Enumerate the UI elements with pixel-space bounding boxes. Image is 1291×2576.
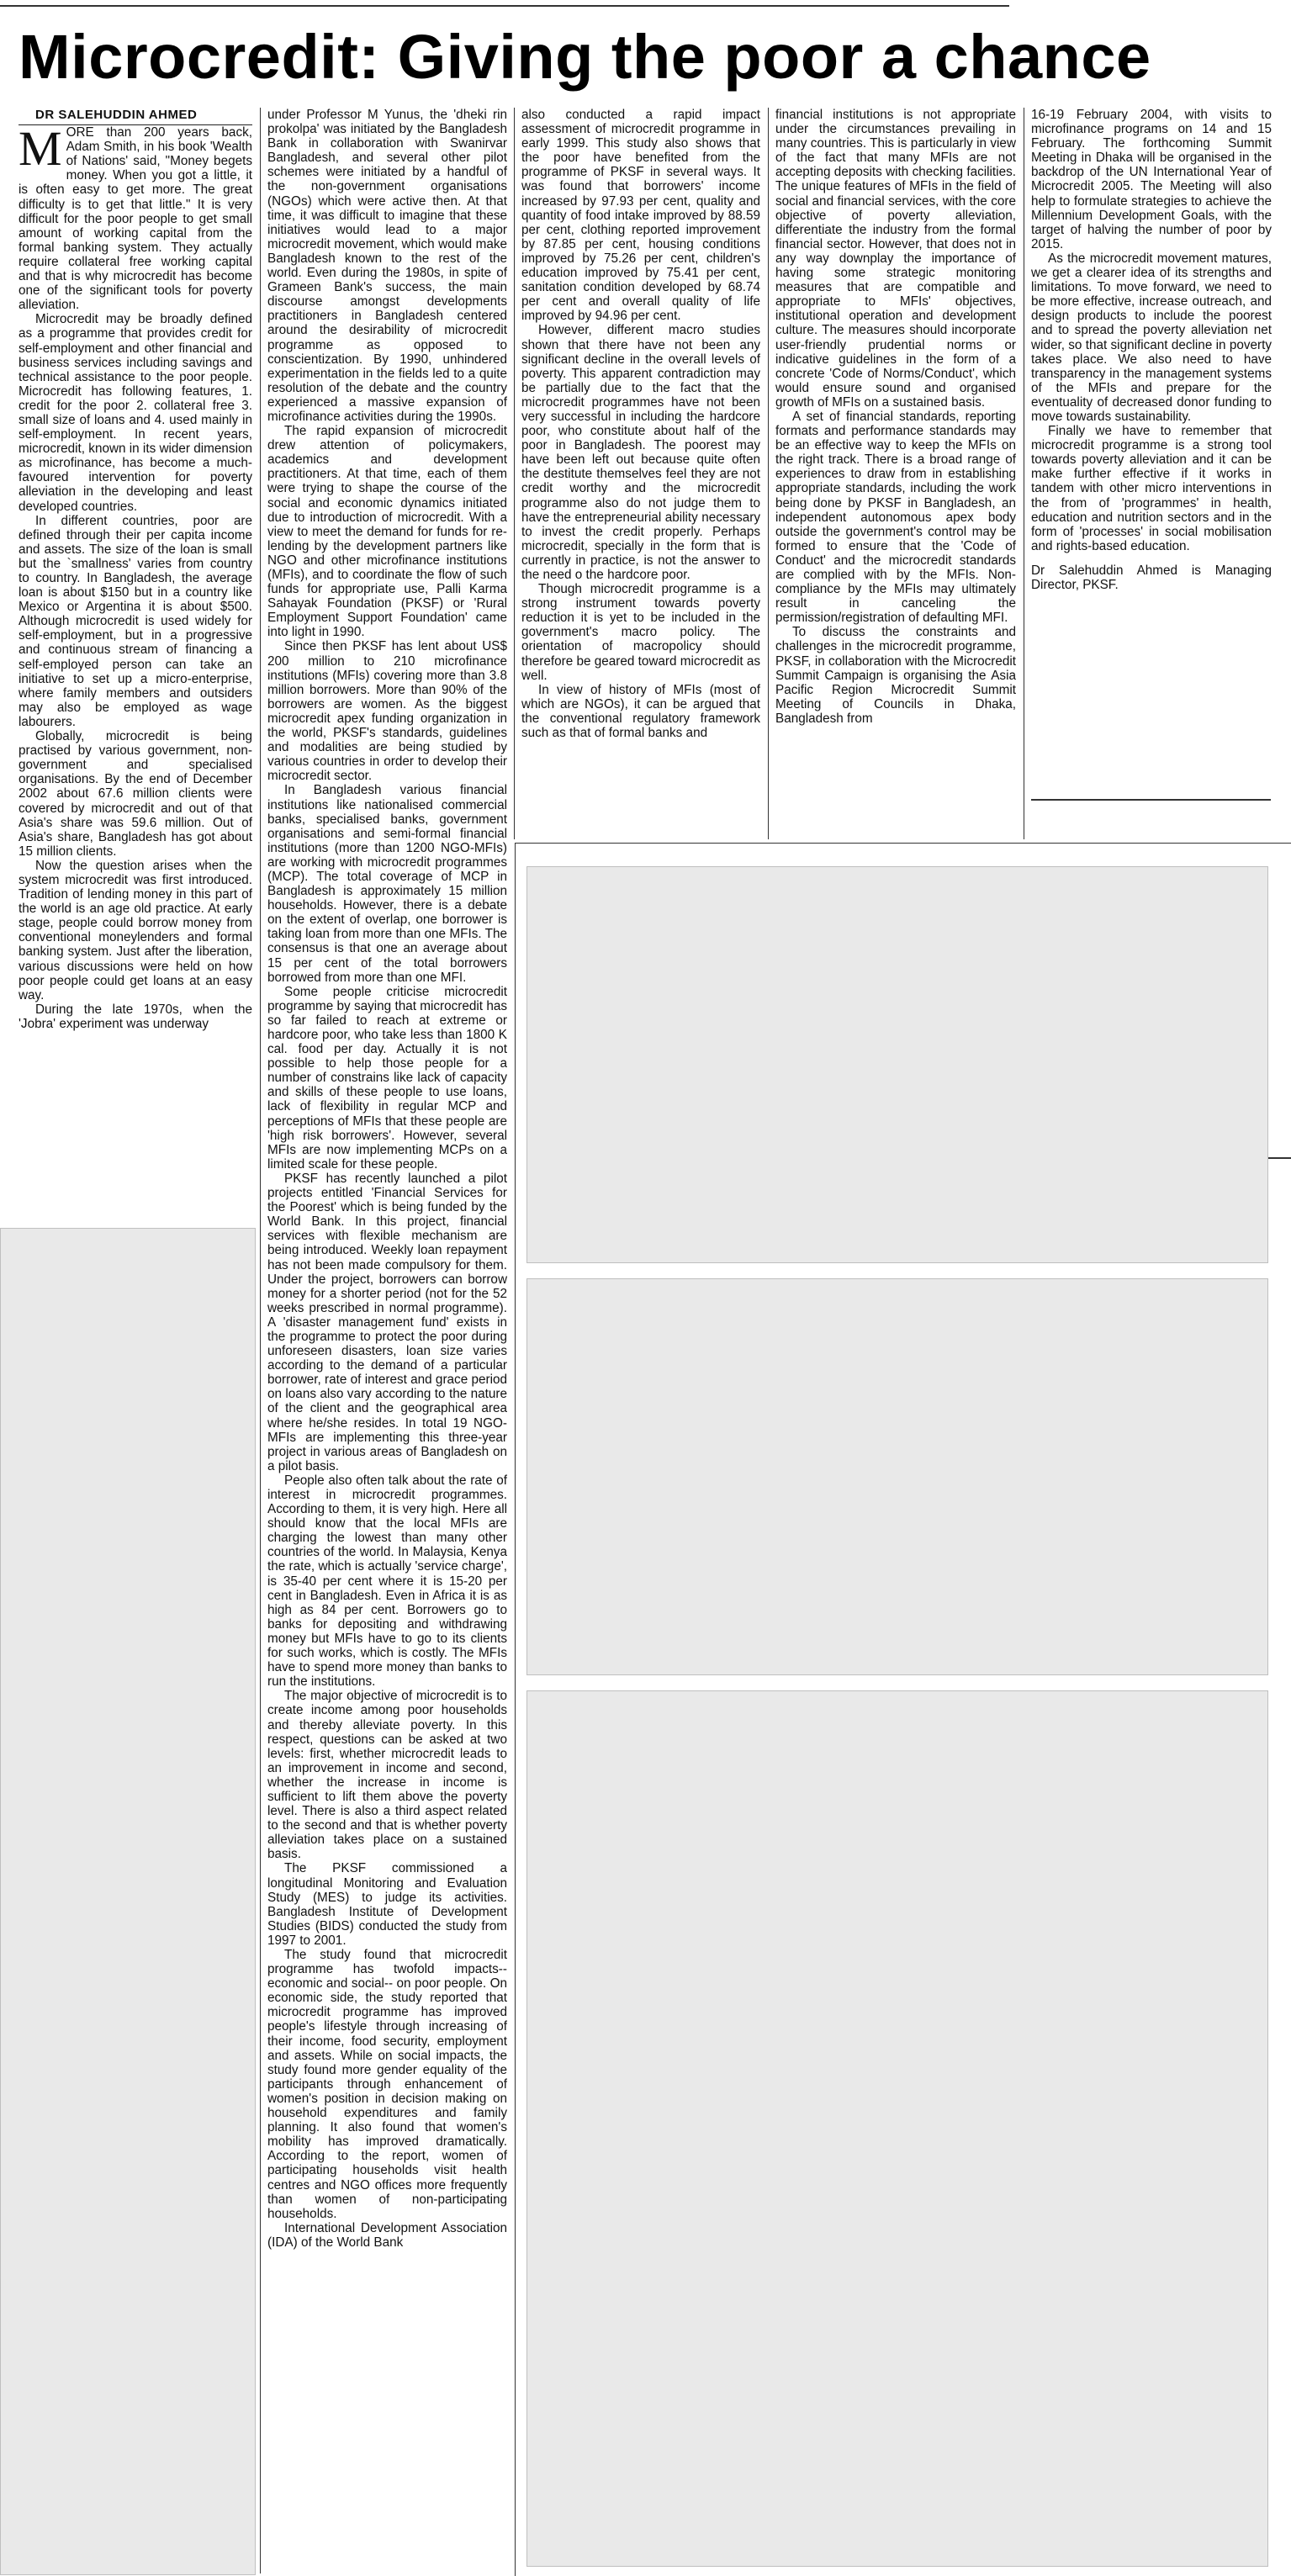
paragraph: Finally we have to remember that microcredit programme is a strong tool towards poverty alleviation and it can be make further effective if it works in tandem with other micro interventions in the from of 'programmes' in health, education and nutrition sectors and in the form of 'processes' in social mobilisation and rights-based education. bbox=[1031, 424, 1272, 553]
author-signature: Dr Salehuddin Ahmed is Managing Director, PKSF. bbox=[1031, 563, 1272, 592]
paragraph: To discuss the constraints and challenges in the microcredit programme, PKSF, in collaboration with the Microcredit Summit Campaign is organising the Asia Pacific Region Microcredit Summit Meeting of Councils in Dhaka, Bangladesh from bbox=[775, 625, 1016, 726]
paragraph: In view of history of MFIs (most of which are NGOs), it can be argued that the conventional regulatory framework such as that of formal banks and bbox=[521, 682, 760, 741]
article-column-1 bbox=[19, 108, 252, 1031]
article-column-3 bbox=[521, 108, 760, 740]
ad-block-left bbox=[0, 1228, 256, 2575]
paragraph: In Bangladesh various financial institutions like nationalised commercial banks, specialised banks, government organisations and semi-formal financial institutions (more than 1200 NGO-MFIs) are working with microcredit programmes (MCP). The total coverage of MCP in Bangladesh is approximately 15 million households. However, there is a debate on the extent of overlap, one borrower is taking loan from more than one MFIs. The consensus is that one an average about 15 per cent of the total borrowers borrowed from more than one MFI. bbox=[267, 783, 507, 985]
paragraph: under Professor M Yunus, the 'dheki rin prokolpa' was initiated by the Bangladesh Bank in collaboration with Swanirvar Bangladesh, and several other pilot schemes were initiated by a handful of the non-government organisations (NGOs) which were active then. At that time, it was difficult to imagine that these initiatives would lead to a major microcredit movement, which would make Bangladesh known to the rest of the world. Even during the 1980s, in spite of Grameen Bank's success, the main discourse amongst developments practitioners in Bangladesh centered around the desirability of microcredit programme as opposed to conscientization. By 1990, unhindered experimentation in the fields led to a quite resolution of the debate and the country experienced a massive expansion of microfinance activities during the 1990s. bbox=[267, 108, 507, 424]
article-column-5 bbox=[1031, 108, 1272, 592]
column-rule-2 bbox=[514, 108, 515, 839]
article-column-2 bbox=[267, 108, 507, 2250]
paragraph: also conducted a rapid impact assessment of microcredit programme in early 1999. This study also shows that the poor have benefited from the programme of PKSF in several ways. It was found that borrowers' income increased by 97.93 per cent, quality and quantity of food intake improved by 88.59 per cent, clothing reported improvement by 87.85 per cent, housing conditions improved by 75.26 per cent, children's education improved by 75.41 per cent, sanitation condition developed by 68.74 per cent and overall quality of life improved by 94.96 per cent. bbox=[521, 108, 760, 324]
paragraph: The rapid expansion of microcredit drew attention of policymakers, academics and development practitioners. At that time, each of them were trying to shape the course of the social and economic dynamics initiated due to introduction of microcredit. With a view to meet the demand for funds for re-lending by the development partners like NGO and other microfinance institutions (MFIs), and to coordinate the flow of such funds for appropriate use, Palli Karma Sahayak Foundation (PKSF) or 'Rural Employment Support Foundation' came into light in 1990. bbox=[267, 424, 507, 640]
paragraph: Though microcredit programme is a strong instrument towards poverty reduction it is yet to be included in the government's macro policy. The orientation of macropolicy should therefore be geared toward microcredit as well. bbox=[521, 582, 760, 683]
ad-block-1 bbox=[526, 866, 1268, 1263]
paragraph: The study found that microcredit programme has twofold impacts-- economic and social-- on poor people. On economic side, the study reported that microcredit programme has improved people's lifestyle through increasing of their income, food security, employment and assets. While on social impacts, the study found more gender equality of the participants through enhancement of women's position in decision making on household expenditures and family planning. It also found that women's mobility has improved dramatically. According to the report, women of participating households visit health centres and NGO offices more frequently than women of non-participating households. bbox=[267, 1948, 507, 2221]
paragraph: Since then PKSF has lent about US$ 200 million to 210 microfinance institutions (MFIs) covering more than 3.8 million borrowers. More than 90% of the borrowers are women. As the biggest microcredit apex funding organization in the world, PKSF's standards, guidelines and modalities are being studied by various countries in order to develop their microcredit sector. bbox=[267, 639, 507, 784]
paragraph: Now the question arises when the system microcredit was first introduced. Tradition of lending money in this part of the world is an age old practice. At early stage, people could borrow money from conventional moneylenders and formal banking system. Just after the liberation, various discussions were held on how poor people could get loans at an easy way. bbox=[19, 858, 252, 1002]
paragraph: financial institutions is not appropriate under the circumstances prevailing in many countries. This is particularly in view of the fact that many MFIs are not accepting deposits with checking facilities. The unique features of MFIs in the field of social and financial services, with the core objective of poverty alleviation, differentiate the industry from the formal financial sector. However, that does not in any way downplay the importance of having some strategic monitoring measures that are compatible and appropriate to MFIs' objectives, institutional operation and development culture. The measures should incorporate user-friendly prudential norms or indicative guidelines in the form of a concrete 'Code of Norms/Conduct', which would ensure sound and organised growth of MFIs on a sustained basis. bbox=[775, 108, 1016, 410]
paragraph: People also often talk about the rate of interest in microcredit programmes. According to them, it is very high. Here all should know that the local MFIs are charging the lowest than many other countries of the world. In Malaysia, Kenya the rate, which is actually 'service charge', is 35-40 per cent where it is 15-20 per cent in Bangladesh. Even in Africa it is as high as 84 per cent. Borrowers go to banks for depositing and withdrawing money but MFIs have to go to its clients for such works, which is costly. The MFIs have to spend more money than banks to run the institutions. bbox=[267, 1473, 507, 1690]
paragraph: A set of financial standards, reporting formats and performance standards may be an effective way to keep the MFIs on the right track. There is a broad range of experiences to draw from in establishing appropriate standards, including the work being done by PKSF in Bangladesh, an independent autonomous apex body outside the government's control may be formed to ensure that the 'Code of Conduct' and the microcredit standards are complied with by the MFIs. Non-compliance by the MFIs may ultimately result in canceling the permission/registration of defaulting MFI. bbox=[775, 409, 1016, 626]
paragraph: Some people criticise microcredit programme by saying that microcredit has so far failed to reach at extreme or hardcore poor, who take less than 1800 K cal. food per day. Actually it is not possible to help those people for a number of constrains like lack of capacity and skills of these people to use loans, lack of flexibility in regular MCP and perceptions of MFIs that these people are 'high risk borrowers'. However, several MFIs are now implementing MCPs on a limited scale for these people. bbox=[267, 984, 507, 1172]
ad-block-3 bbox=[526, 1690, 1268, 2567]
byline: DR SALEHUDDIN AHMED bbox=[19, 108, 252, 125]
dropcap: M bbox=[19, 121, 62, 177]
column-rule-3 bbox=[768, 108, 769, 839]
headline: Microcredit: Giving the poor a chance bbox=[19, 22, 1151, 92]
paragraph: 16-19 February 2004, with visits to microfinance programs on 14 and 15 February. The forthcoming Summit Meeting in Dhaka will be organised in the backdrop of the UN International Year of Microcredit 2005. The Meeting will also help to formulate strategies to achieve the Millennium Development Goals, with the target of halving the number of poor by 2015. bbox=[1031, 108, 1272, 251]
paragraph: International Development Association (IDA) of the World Bank bbox=[267, 2220, 507, 2250]
top-rule bbox=[0, 5, 1009, 7]
paragraph: However, different macro studies shown that there have not been any significant decline in the overall levels of poverty. This apparent contradiction may be partially due to the fact that the microcredit programmes have not been very successful in including the hardcore poor, who constitute about half of the poor in Bangladesh. The poorest may have been left out because quite often the destitute themselves feel they are not credit worthy and the microcredit programme also do not judge them to have the entrepreneurial ability necessary to invest the credit properly. Perhaps microcredit, specially in the form that is currently in practice, is not the answer to the need o the hardcore poor. bbox=[521, 323, 760, 582]
paragraph: The PKSF commissioned a longitudinal Monitoring and Evaluation Study (MES) to judge its activities. Bangladesh Institute of Development Studies (BIDS) conducted the study from 1997 to 2001. bbox=[267, 1861, 507, 1948]
column-rule-1 bbox=[260, 108, 261, 2573]
paragraph: The major objective of microcredit is to create income among poor households and thereby alleviate poverty. In this respect, questions can be asked at two levels: first, whether microcredit leads to an improvement in income and second, whether the increase in income is sufficient to lift them above the poverty level. There is also a third aspect related to the second and that is whether poverty alleviation takes place on a sustained basis. bbox=[267, 1689, 507, 1862]
paragraph: Microcredit may be broadly defined as a programme that provides credit for self-employment and other financial and business services including savings and technical assistance to the poor people. Microcredit has following features, 1. credit for the poor 2. collateral free 3. small size of loans and 4. used mainly in self-employment. In recent years, microcredit, known in its wider dimension as microfinance, has become a much-favoured intervention for poverty alleviation in the developing and least developed countries. bbox=[19, 312, 252, 514]
paragraph: PKSF has recently launched a pilot projects entitled 'Financial Services for the Poorest' which is being funded by the World Bank. In this project, financial services with flexible mechanism are being introduced. Weekly loan repayment has not been made compulsory for them. Under the project, borrowers can borrow money for a shorter period (not for the 52 weeks prescribed in normal programme). A 'disaster management fund' exists in the programme to protect the poor during unforeseen disasters, loan size varies according to the demand of a particular borrower, rate of interest and grace period on loans also vary according to the nature of the client and the geographical area where he/she resides. In total 19 NGO-MFIs are implementing this three-year project in various areas of Bangladesh on a pilot basis. bbox=[267, 1171, 507, 1473]
paragraph: Globally, microcredit is being practised by various government, non-government and specialised organisations. By the end of December 2002 about 67.6 million clients were covered by microcredit and out of that Asia's share was 59.6 million. Out of Asia's share, Bangladesh has got about 15 million clients. bbox=[19, 729, 252, 859]
paragraph: In different countries, poor are defined through their per capita income and assets. The size of the loan is small but the `smallness' varies from country to country. In Bangladesh, the average loan is about $150 but in a country like Mexico or Argentina it is about $500. Although microcredit is used widely for self-employment, but in a progressive and continuous stream of financing a self-employed person can take an initiative to set up a micro-enterprise, where family members and outsiders may also be employed as wage labourers. bbox=[19, 513, 252, 729]
paragraph: As the microcredit movement matures, we get a clearer idea of its strengths and limitations. To move forward, we need to be more effective, increase outreach, and design products to include the poorest and to spread the poverty alleviation net wider, so that significant decline in poverty takes place. We also need to have transparency in the management systems of the MFIs and prepare for the eventuality of decreased donor funding to move towards sustainability. bbox=[1031, 251, 1272, 424]
article-column-4 bbox=[775, 108, 1016, 726]
paragraph: During the late 1970s, when the 'Jobra' experiment was underway bbox=[19, 1002, 252, 1031]
lead-text: ORE than 200 years back, Adam Smith, in his book 'Wealth of Nations' said, "Money begets money. When you got a little, it is often easy to get more. The great difficulty is to get that little." It is very difficult for the poor people to get small amount of working capital from the formal banking system. They actually require collateral free working capital and that is why microcredit has become one of the significant tools for poverty alleviation. bbox=[19, 125, 252, 313]
ad-block-2 bbox=[526, 1278, 1268, 1675]
lead-paragraph bbox=[19, 121, 252, 313]
column-end-rule bbox=[1031, 799, 1271, 801]
